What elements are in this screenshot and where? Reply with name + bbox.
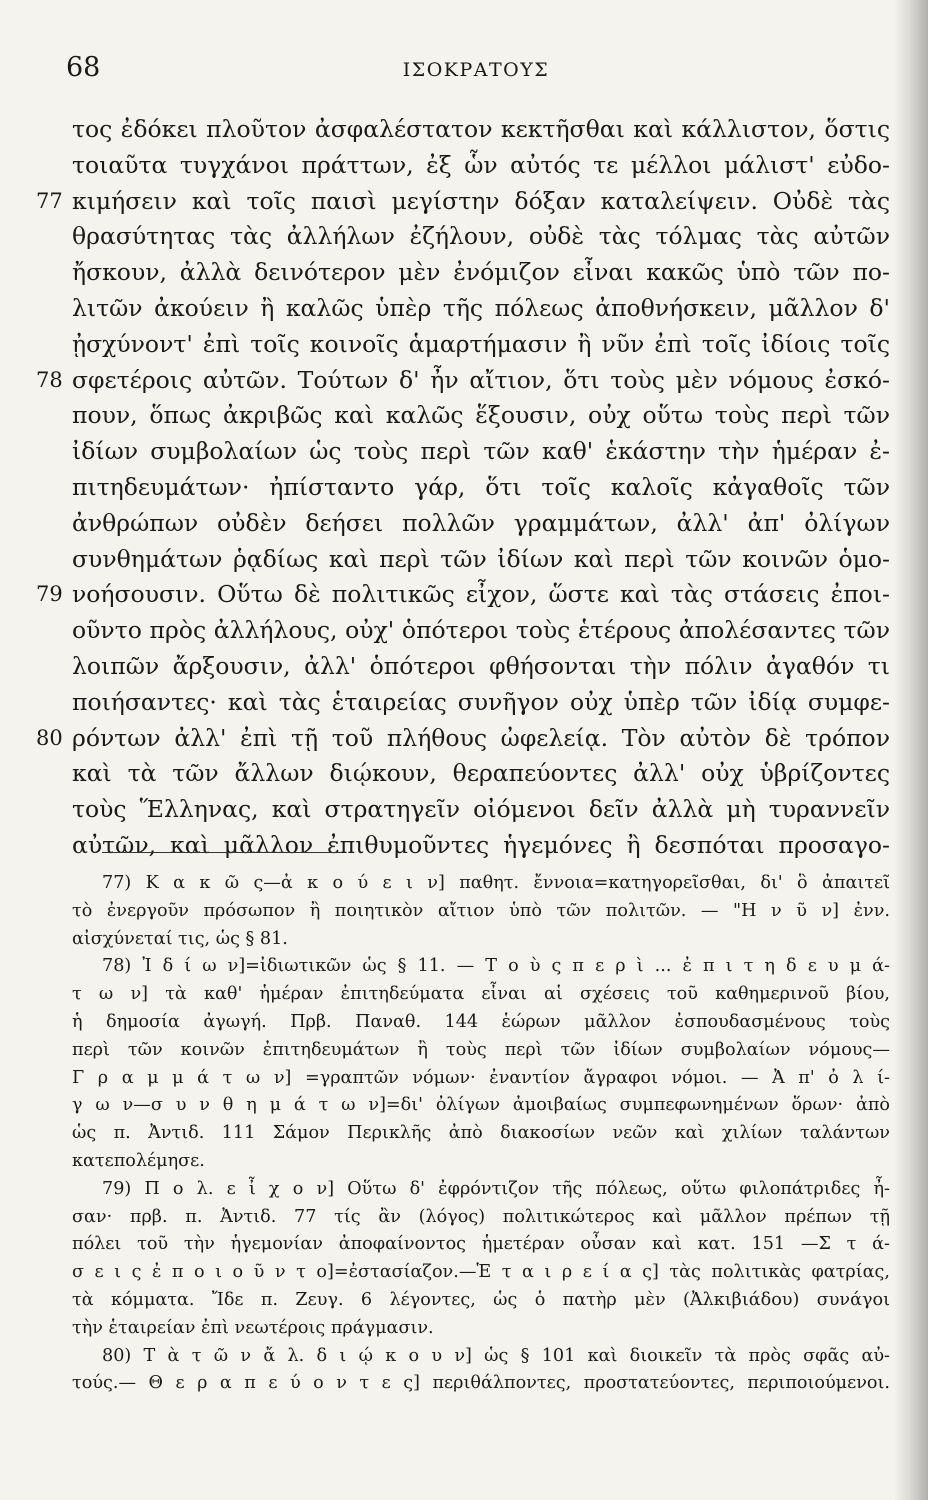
footnote-text: σαν· πρβ. π. Ἀντιδ. 77 τίς ἂν (λόγος) πολιτικώτερος καὶ μᾶλλον πρέπων τῇ	[72, 1206, 890, 1227]
footnote-text: τὸ ἐνεργοῦν πρόσωπον ἢ ποιητικὸν αἴτιον ὑπὸ τῶν πολιτῶν. — "Η ν ῦ ν] ἐνν.	[72, 900, 890, 921]
footnote-text: κατεπολέμησε.	[72, 1150, 205, 1171]
running-head	[66, 52, 886, 92]
footnote-line	[0, 870, 928, 898]
line-text: θρασύτητας τὰς ἀλλήλων ἐζήλουν, οὐδὲ τὰς τόλμας τὰς αὐτῶν	[72, 222, 890, 251]
footnote-text: ἡ δημοσία ἀγωγή. Πρβ. Παναθ. 144 ἑώρων μᾶλλον ἐσπουδασμένους τοὺς	[72, 1011, 890, 1032]
main-text	[0, 112, 928, 864]
footnote-line	[0, 898, 928, 926]
text-line	[0, 721, 928, 757]
line-text: καὶ τὰ τῶν ἄλλων διῴκουν, θεραπεύοντες ἀλλ' οὐχ ὑβρίζοντες	[72, 759, 890, 788]
footnote-line	[0, 1287, 928, 1315]
text-line	[0, 255, 928, 291]
line-text: τος ἐδόκει πλοῦτον ἀσφαλέστατον κεκτῆσθαι καὶ κάλλιστον, ὅστις	[72, 115, 890, 143]
footnote-text: γ ω ν—σ υ ν θ η μ ά τ ω ν]=δι' ὀλίγων ἀμοιβαίως συμπεφωνημένων ὅρων· ἀπὸ	[72, 1095, 890, 1116]
text-line	[0, 184, 928, 220]
footnote-line	[0, 1231, 928, 1259]
running-title: ΙΣΟΚΡΑΤΟΥΣ	[402, 59, 550, 81]
text-line	[0, 756, 928, 792]
text-line	[0, 363, 928, 399]
text-line	[0, 112, 928, 148]
text-line	[0, 434, 928, 470]
footnote-text: τὴν ἑταιρείαν ἐπὶ νεωτέροις πράγμασιν.	[72, 1317, 434, 1338]
line-text: αὐτῶν, καὶ μᾶλλον ἐπιθυμοῦντες ἡγεμόνες ἢ δεσπόται προσαγο-	[72, 830, 890, 859]
footnote-text: 79) Π ο λ. ε ἶ χ ο ν] Οὕτω δ' ἐφρόντιζον τῆς πόλεως, οὕτω φιλοπάτριδες ἦ-	[102, 1178, 890, 1199]
line-text: τοὺς Ἕλληνας, καὶ στρατηγεῖν οἰόμενοι δεῖν ἀλλὰ μὴ τυραννεῖν	[72, 795, 890, 824]
line-text: νοήσουσιν. Οὕτω δὲ πολιτικῶς εἶχον, ὥστε καὶ τὰς στάσεις ἐποι-	[72, 580, 890, 609]
line-text: ἤσκουν, ἀλλὰ δεινότερον μὲν ἐνόμιζον εἶναι κακῶς ὑπὸ τῶν πο-	[72, 258, 890, 287]
line-text: κιμήσειν καὶ τοῖς παισὶ μεγίστην δόξαν καταλείψειν. Οὐδὲ τὰς	[72, 186, 890, 215]
text-line	[0, 577, 928, 613]
footnote-line	[0, 1176, 928, 1204]
line-text: πιτηδευμάτων· ἠπίσταντο γάρ, ὅτι τοῖς καλοῖς κἀγαθοῖς τῶν	[72, 472, 890, 501]
text-line	[0, 148, 928, 184]
line-text: ἰδίων συμβολαίων ὡς τοὺς περὶ τῶν καθ' ἑκάστην τὴν ἡμέραν ἐ-	[72, 437, 890, 466]
footnote-text: ὡς π. Ἀντιδ. 111 Σάμον Περικλῆς ἀπὸ διακοσίων νεῶν καὶ χιλίων ταλάντων	[72, 1123, 890, 1144]
footnote-line	[0, 1065, 928, 1093]
footnote-text: πόλει τοῦ τὴν ἡγεμονίαν ἀποφαίνοντος ἡμετέραν οὖσαν καὶ κατ. 151 —Σ τ ά-	[72, 1234, 890, 1255]
footnote-line	[0, 1343, 928, 1371]
footnote-text: τούς.— Θ ε ρ α π ε ύ ο ν τ ε ς] περιθάλποντες, προστατεύοντες, περιποιούμενοι.	[72, 1373, 890, 1394]
text-line	[0, 470, 928, 506]
footnote-text: σ ε ι ς ἐ π ο ι ο ῦ ν τ ο]=ἐστασίαζον.—Ἑ τ α ι ρ ε ί α ς] τὰς πολιτικὰς φατρίας,	[72, 1262, 890, 1283]
line-text: ποιήσαντες· καὶ τὰς ἑταιρείας συνῆγον οὐχ ὑπὲρ τῶν ἰδίᾳ συμφε-	[72, 687, 890, 716]
line-text: ἀνθρώπων οὐδὲν δεήσει πολλῶν γραμμάτων, ἀλλ' ἀπ' ὀλίγων	[72, 508, 890, 537]
text-line	[0, 398, 928, 434]
footnote-line	[0, 1120, 928, 1148]
footnote-line	[0, 1037, 928, 1065]
footnote-text: 77) Κ α κ ῶ ς—ἀ κ ο ύ ε ι ν] παθητ. ἔννοια=κατηγορεῖσθαι, δι' ὃ ἀπαιτεῖ	[102, 873, 890, 893]
text-line	[0, 291, 928, 327]
footnote-text: τ ω ν] τὰ καθ' ἡμέραν ἐπιτηδεύματα εἶναι αἱ σχέσεις τοῦ καθημερινοῦ βίου,	[72, 984, 890, 1005]
footnote-text: Γ ρ α μ μ ά τ ω ν] =γραπτῶν νόμων· ἐναντίον ἄγραφοι νόμοι. — Ἀ π' ὀ λ ί-	[72, 1067, 890, 1088]
footnote-line	[0, 1315, 928, 1343]
page-number: 68	[66, 52, 101, 83]
footnote-line	[0, 1009, 928, 1037]
footnote-text: περὶ τῶν κοινῶν ἐπιτηδευμάτων ἢ τοὺς περὶ τῶν ἰδίων συμβολαίων νόμους—	[72, 1039, 890, 1060]
section-number: 78	[36, 367, 63, 392]
text-line	[0, 542, 928, 578]
footnote-line	[0, 981, 928, 1009]
footnote-line	[0, 1092, 928, 1120]
footnote-line	[0, 1259, 928, 1287]
text-line	[0, 685, 928, 721]
footnotes	[0, 870, 928, 1398]
footnote-line	[0, 1148, 928, 1176]
text-line	[0, 613, 928, 649]
footnote-text: 80) Τ ὰ τ ῶ ν ἄ λ. δ ι ῴ κ ο υ ν] ὡς § 101 καὶ διοικεῖν τὰ πρὸς σφᾶς αὐ-	[102, 1345, 890, 1366]
section-number: 77	[36, 188, 63, 213]
text-line	[0, 327, 928, 363]
footnote-line	[0, 926, 928, 954]
line-text: λοιπῶν ἄρξουσιν, ἀλλ' ὁπότεροι φθήσονται τὴν πόλιν ἀγαθόν τι	[72, 651, 890, 680]
text-line	[0, 828, 928, 864]
line-text: συνθημάτων ῥᾳδίως καὶ περὶ τῶν ἰδίων καὶ περὶ τῶν κοινῶν ὁμο-	[72, 544, 890, 573]
line-text: οῦντο πρὸς ἀλλήλους, οὐχ' ὁπότεροι τοὺς ἑτέρους ἀπολέσαντες τῶν	[72, 616, 890, 645]
text-line	[0, 219, 928, 255]
line-text: ᾐσχύνοντ' ἐπὶ τοῖς κοινοῖς ἁμαρτήμασιν ἢ νῦν ἐπὶ τοῖς ἰδίοις τοῖς	[72, 329, 890, 358]
line-text: σφετέροις αὐτῶν. Τούτων δ' ἦν αἴτιον, ὅτι τοὺς μὲν νόμους ἐσκό-	[72, 365, 890, 394]
text-line	[0, 792, 928, 828]
footnote-line	[0, 1204, 928, 1232]
footnote-text: 78) Ἰ δ ί ω ν]=ἰδιωτικῶν ὡς § 11. — Τ ο ὺ ς π ε ρ ὶ ... ἐ π ι τ η δ ε υ μ ά-	[102, 956, 890, 977]
line-text: ρόντων ἀλλ' ἐπὶ τῇ τοῦ πλήθους ὠφελείᾳ. Τὸν αὐτὸν δὲ τρόπον	[72, 723, 890, 752]
line-text: λιτῶν ἀκούειν ἢ καλῶς ὑπὲρ τῆς πόλεως ἀποθνήσκειν, μᾶλλον δ'	[72, 293, 890, 322]
text-line	[0, 506, 928, 542]
section-number: 80	[36, 725, 63, 750]
line-text: πουν, ὅπως ἀκριβῶς καὶ καλῶς ἕξουσιν, οὐχ οὕτω τοὺς περὶ τῶν	[72, 401, 890, 430]
section-number: 79	[36, 582, 63, 607]
line-text: τοιαῦτα τυγχάνοι πράττων, ἐξ ὧν αὐτός τε μέλλοι μάλιστ' εὐδο-	[72, 150, 890, 179]
footnote-text: αἰσχύνεταί τις, ὡς § 81.	[72, 928, 288, 949]
footnote-line	[0, 953, 928, 981]
text-line	[0, 649, 928, 685]
footnote-line	[0, 1370, 928, 1398]
footnote-text: τὰ κόμματα. Ἴδε π. Ζευγ. 6 λέγοντες, ὡς ὁ πατὴρ μὲν (Ἀλκιβιάδου) συνάγοι	[72, 1289, 890, 1310]
footnote-rule	[102, 852, 342, 853]
